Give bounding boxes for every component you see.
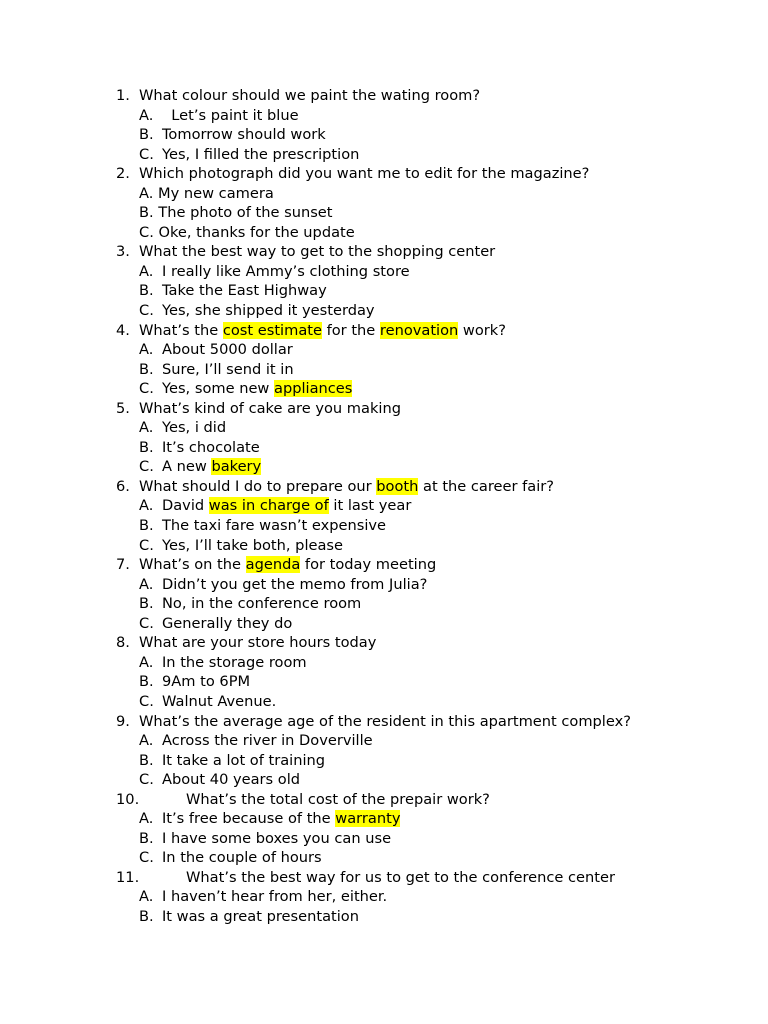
option-text bbox=[162, 301, 375, 321]
text-run: It was a great presentation bbox=[162, 907, 359, 925]
option-letter: B. bbox=[139, 360, 154, 378]
option-text bbox=[162, 340, 293, 360]
text-run: The taxi fare wasn’t expensive bbox=[162, 517, 387, 535]
question-text bbox=[139, 164, 589, 184]
answer-option-b bbox=[0, 203, 768, 223]
question-number: 6. bbox=[116, 477, 130, 495]
option-text bbox=[162, 457, 261, 477]
question-text bbox=[139, 555, 436, 575]
option-text bbox=[162, 125, 326, 145]
question-9 bbox=[0, 712, 768, 732]
option-letter: A. bbox=[139, 419, 154, 437]
option-letter: A. bbox=[139, 653, 154, 671]
answer-option-a bbox=[0, 731, 768, 751]
question-text bbox=[139, 633, 376, 653]
question-number: 1. bbox=[116, 87, 130, 104]
text-run: Oke, thanks for the update bbox=[158, 223, 355, 241]
question-number: 2. bbox=[116, 165, 130, 183]
option-text bbox=[162, 145, 359, 165]
highlighted-text: renovation bbox=[379, 321, 459, 339]
answer-option-c bbox=[0, 457, 768, 477]
option-text bbox=[162, 379, 352, 399]
question-text bbox=[186, 868, 615, 888]
text-run: for today meeting bbox=[300, 556, 437, 574]
option-letter: B. bbox=[139, 751, 154, 769]
option-letter: B. bbox=[139, 595, 154, 613]
option-letter: A. bbox=[139, 184, 154, 202]
text-run: A new bbox=[162, 458, 212, 476]
answer-option-c bbox=[0, 145, 768, 165]
option-letter: A. bbox=[139, 888, 154, 906]
option-letter: C. bbox=[139, 692, 154, 710]
option-text bbox=[162, 770, 300, 790]
answer-option-a bbox=[0, 653, 768, 673]
answer-option-a bbox=[0, 340, 768, 360]
option-letter: B. bbox=[139, 438, 154, 456]
option-text bbox=[158, 224, 354, 241]
option-letter: A. bbox=[139, 497, 154, 515]
question-10 bbox=[0, 790, 768, 810]
option-text bbox=[158, 204, 332, 221]
answer-option-a bbox=[0, 887, 768, 907]
option-letter: C. bbox=[139, 380, 154, 398]
question-text bbox=[139, 321, 506, 341]
option-text bbox=[162, 594, 361, 614]
text-run: It’s chocolate bbox=[162, 438, 260, 456]
text-run: Which photograph did you want me to edit for the magazine? bbox=[139, 165, 590, 183]
answer-option-c bbox=[0, 536, 768, 556]
text-run: David bbox=[162, 497, 209, 515]
answer-option-b bbox=[0, 125, 768, 145]
answer-option-b bbox=[0, 360, 768, 380]
answer-option-c bbox=[0, 692, 768, 712]
question-2 bbox=[0, 164, 768, 184]
answer-option-c bbox=[0, 223, 768, 243]
question-number: 9. bbox=[116, 712, 130, 730]
option-letter: B. bbox=[139, 204, 154, 222]
question-number: 8. bbox=[116, 634, 130, 652]
answer-option-c bbox=[0, 301, 768, 321]
question-7 bbox=[0, 555, 768, 575]
answer-option-c bbox=[0, 614, 768, 634]
option-letter: A. bbox=[139, 106, 154, 124]
highlighted-text: booth bbox=[376, 477, 419, 495]
option-text bbox=[158, 185, 274, 202]
highlighted-text: agenda bbox=[245, 556, 301, 574]
option-text bbox=[162, 907, 359, 927]
option-text bbox=[162, 496, 411, 516]
text-run: Yes, I filled the prescription bbox=[162, 145, 360, 163]
option-text bbox=[162, 281, 327, 301]
question-11 bbox=[0, 868, 768, 888]
option-text bbox=[162, 751, 325, 771]
text-run: Generally they do bbox=[162, 614, 293, 632]
option-letter: C. bbox=[139, 145, 154, 163]
text-run: work? bbox=[458, 321, 506, 339]
text-run: The photo of the sunset bbox=[158, 204, 333, 222]
answer-option-a bbox=[0, 809, 768, 829]
text-run: Yes, i did bbox=[162, 419, 227, 437]
answer-option-a bbox=[0, 496, 768, 516]
text-run: In the storage room bbox=[162, 653, 307, 671]
question-text bbox=[139, 477, 554, 497]
text-run: About 5000 dollar bbox=[162, 341, 293, 359]
question-text bbox=[139, 712, 631, 732]
option-text bbox=[162, 672, 250, 692]
question-text bbox=[186, 790, 490, 810]
highlighted-text: cost estimate bbox=[222, 321, 322, 339]
option-text bbox=[162, 516, 386, 536]
question-text bbox=[139, 86, 480, 106]
question-number: 3. bbox=[116, 243, 130, 261]
answer-option-b bbox=[0, 672, 768, 692]
text-run: What should I do to prepare our bbox=[139, 477, 377, 495]
option-letter: B. bbox=[139, 517, 154, 535]
answer-option-b bbox=[0, 438, 768, 458]
text-run: I really like Ammy’s clothing store bbox=[162, 262, 410, 280]
text-run: What the best way to get to the shopping center bbox=[139, 243, 496, 261]
option-text bbox=[162, 809, 400, 829]
answer-option-b bbox=[0, 907, 768, 927]
text-run: What’s on the bbox=[139, 556, 246, 574]
option-letter: B. bbox=[139, 282, 154, 300]
text-run: I have some boxes you can use bbox=[162, 829, 392, 847]
text-run: In the couple of hours bbox=[162, 849, 322, 867]
option-letter: C. bbox=[139, 458, 154, 476]
text-run: It take a lot of training bbox=[162, 751, 326, 769]
option-letter: C. bbox=[139, 771, 154, 789]
answer-option-b bbox=[0, 829, 768, 849]
text-run: Across the river in Doverville bbox=[162, 732, 373, 750]
text-run: Didn’t you get the memo from Julia? bbox=[162, 575, 428, 593]
answer-option-a bbox=[0, 418, 768, 438]
option-letter: A. bbox=[139, 810, 154, 828]
option-text bbox=[162, 731, 373, 751]
option-text bbox=[162, 360, 294, 380]
answer-option-b bbox=[0, 751, 768, 771]
option-text bbox=[162, 438, 260, 458]
text-run: at the career fair? bbox=[418, 477, 555, 495]
highlighted-text: bakery bbox=[211, 458, 262, 476]
option-letter: C. bbox=[139, 849, 154, 867]
text-run: Let’s paint it blue bbox=[162, 106, 299, 124]
question-number: 11. bbox=[116, 868, 140, 886]
option-text bbox=[162, 262, 410, 282]
question-6 bbox=[0, 477, 768, 497]
text-run: Yes, she shipped it yesterday bbox=[162, 302, 375, 320]
answer-option-a bbox=[0, 184, 768, 204]
option-letter: C. bbox=[139, 536, 154, 554]
option-letter: A. bbox=[139, 732, 154, 750]
text-run: Take the East Highway bbox=[162, 282, 327, 300]
answer-option-c bbox=[0, 848, 768, 868]
answer-option-a bbox=[0, 262, 768, 282]
option-letter: C. bbox=[139, 302, 154, 320]
text-run: Tomorrow should work bbox=[162, 126, 326, 144]
question-number: 7. bbox=[116, 556, 130, 574]
option-text bbox=[162, 653, 307, 673]
question-4 bbox=[0, 321, 768, 341]
option-letter: C. bbox=[139, 223, 154, 241]
answer-option-a bbox=[0, 106, 768, 126]
text-run: What’s kind of cake are you making bbox=[139, 399, 401, 417]
option-letter: C. bbox=[139, 614, 154, 632]
text-run: It’s free because of the bbox=[162, 810, 336, 828]
text-run: it last year bbox=[328, 497, 412, 515]
text-run: What’s the best way for us to get to the conference center bbox=[186, 868, 615, 886]
option-letter: B. bbox=[139, 829, 154, 847]
option-letter: B. bbox=[139, 907, 154, 925]
text-run: My new camera bbox=[158, 184, 274, 202]
text-run: What’s the bbox=[139, 321, 223, 339]
question-5 bbox=[0, 399, 768, 419]
option-letter: A. bbox=[139, 341, 154, 359]
option-text bbox=[162, 614, 292, 634]
option-letter: B. bbox=[139, 673, 154, 691]
text-run: Yes, I’ll take both, please bbox=[162, 536, 344, 554]
text-run: Yes, some new bbox=[162, 380, 275, 398]
highlighted-text: warranty bbox=[335, 810, 401, 828]
option-text bbox=[162, 829, 391, 849]
text-run: About 40 years old bbox=[162, 771, 301, 789]
question-number: 10. bbox=[116, 790, 140, 808]
highlighted-text: was in charge of bbox=[208, 497, 329, 515]
option-text bbox=[162, 418, 226, 438]
question-number: 5. bbox=[116, 399, 130, 417]
text-run: for the bbox=[321, 321, 380, 339]
question-8 bbox=[0, 633, 768, 653]
option-text bbox=[162, 848, 322, 868]
text-run: I haven’t hear from her, either. bbox=[162, 888, 388, 906]
option-letter: A. bbox=[139, 575, 154, 593]
text-run: What colour should we paint the wating room? bbox=[139, 87, 481, 104]
answer-option-c bbox=[0, 379, 768, 399]
answer-option-b bbox=[0, 516, 768, 536]
answer-option-a bbox=[0, 575, 768, 595]
option-text bbox=[162, 106, 299, 126]
text-run: Sure, I’ll send it in bbox=[162, 360, 294, 378]
text-run: No, in the conference room bbox=[162, 595, 362, 613]
text-run: What’s the average age of the resident in this apartment complex? bbox=[139, 712, 631, 730]
question-3 bbox=[0, 242, 768, 262]
question-number: 4. bbox=[116, 321, 130, 339]
text-run: What’s the total cost of the prepair work? bbox=[186, 790, 490, 808]
answer-option-c bbox=[0, 770, 768, 790]
option-text bbox=[162, 692, 276, 712]
option-letter: B. bbox=[139, 126, 154, 144]
question-1 bbox=[0, 86, 768, 106]
question-text bbox=[139, 399, 401, 419]
highlighted-text: appliances bbox=[274, 380, 353, 398]
option-text bbox=[162, 887, 387, 907]
option-text bbox=[162, 575, 427, 595]
question-text bbox=[139, 242, 495, 262]
answer-option-b bbox=[0, 281, 768, 301]
question-list bbox=[0, 86, 768, 927]
text-run: What are your store hours today bbox=[139, 634, 377, 652]
text-run: Walnut Avenue. bbox=[162, 692, 277, 710]
option-letter: A. bbox=[139, 262, 154, 280]
text-run: 9Am to 6PM bbox=[162, 673, 251, 691]
answer-option-b bbox=[0, 594, 768, 614]
option-text bbox=[162, 536, 343, 556]
